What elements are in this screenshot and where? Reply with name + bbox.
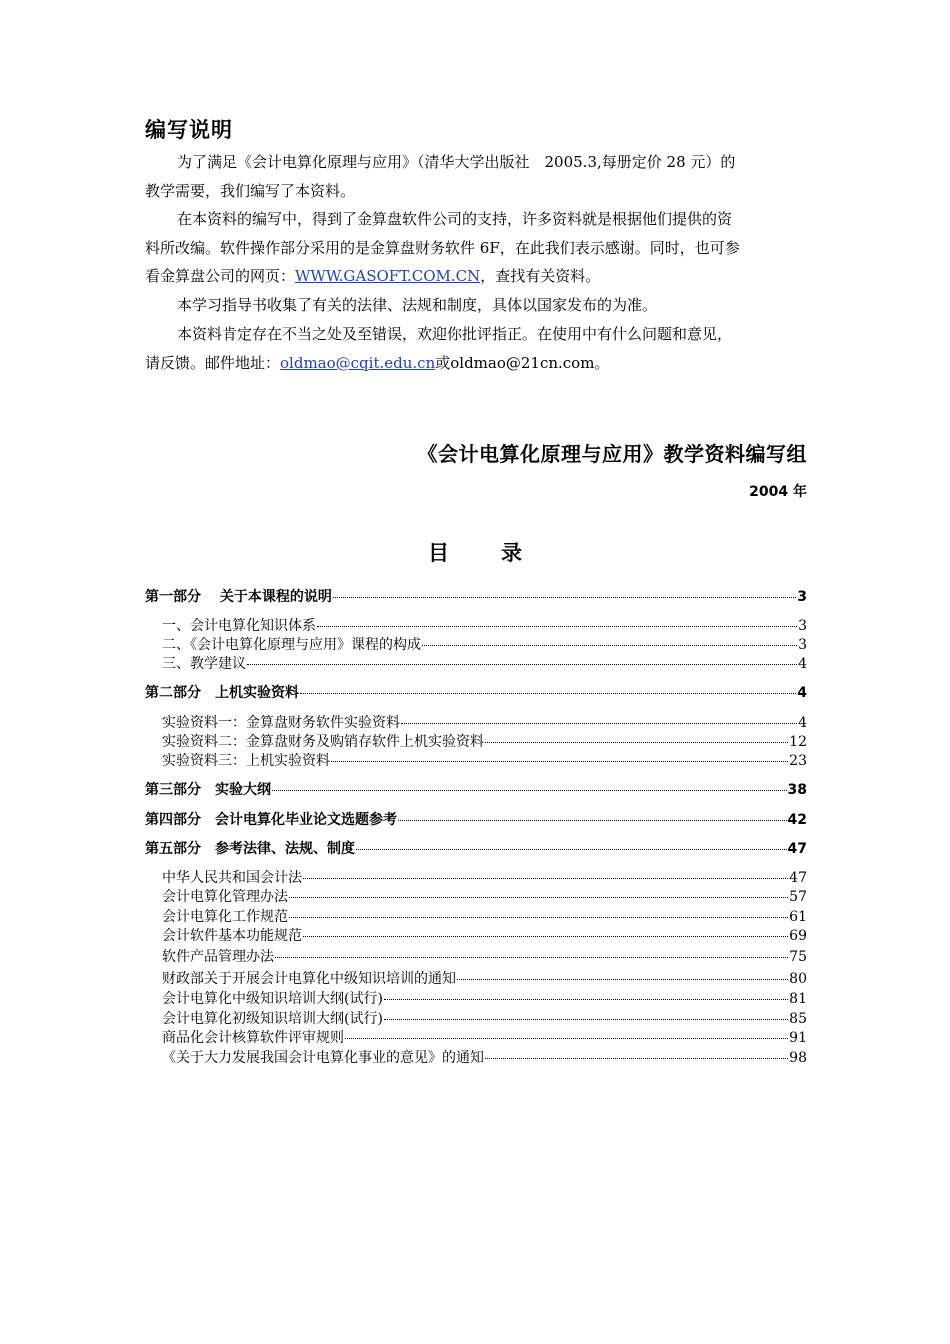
intro-paragraph-1 — [145, 148, 807, 205]
email-alt: oldmao@21cn.com — [450, 353, 595, 372]
toc-page-number: 23 — [789, 753, 807, 769]
toc-sub-entry[interactable] — [162, 653, 807, 673]
toc-page-number: 4 — [798, 656, 807, 672]
editorial-group-signature: 《会计电算化原理与应用》教学资料编写组 — [417, 442, 807, 466]
toc-page-number: 47 — [787, 841, 807, 857]
website-link[interactable]: WWW.GASOFT.COM.CN — [295, 267, 481, 285]
toc-dot-leader — [303, 878, 788, 879]
toc-entry-label: 第五部分 参考法律、法规、制度 — [145, 841, 355, 857]
toc-page-number: 38 — [787, 782, 807, 798]
toc-page-number: 57 — [789, 889, 807, 905]
toc-entry-label: 中华人民共和国会计法 — [162, 870, 302, 886]
toc-page-number: 4 — [798, 715, 807, 731]
website-suffix: ，查找有关资料。 — [480, 267, 601, 285]
email-prefix: 请反馈。邮件地址： — [145, 353, 281, 372]
toc-title-char-1: 目 — [428, 541, 449, 565]
toc-sub-entry[interactable] — [162, 906, 807, 926]
toc-dot-leader — [317, 626, 797, 627]
toc-entry-label: 第二部分 上机实验资料 — [145, 685, 299, 701]
toc-dot-leader — [401, 723, 797, 724]
toc-dot-leader — [289, 897, 788, 898]
toc-sub-entry[interactable] — [162, 946, 807, 966]
toc-sub-entry[interactable] — [162, 731, 807, 751]
toc-page-number: 75 — [789, 949, 807, 965]
toc-entry-label: 会计电算化工作规范 — [162, 909, 288, 925]
toc-dot-leader — [384, 1019, 788, 1020]
toc-page-number: 61 — [789, 909, 807, 925]
toc-entry-label: 会计软件基本功能规范 — [162, 928, 302, 944]
toc-sub-entry[interactable] — [162, 968, 807, 988]
paragraph-line: 料所改编。软件操作部分采用的是金算盘财务软件 6F，在此我们表示感谢。同时，也可参 — [145, 238, 740, 257]
toc-dot-leader — [247, 664, 797, 665]
toc-part-entry[interactable] — [145, 682, 807, 702]
toc-sub-entry[interactable] — [162, 1047, 807, 1067]
website-line — [145, 262, 807, 291]
toc-page-number: 12 — [789, 734, 807, 750]
toc-entry-label: 会计电算化管理办法 — [162, 889, 288, 905]
toc-entry-label: 一、会计电算化知识体系 — [162, 618, 316, 634]
email-link[interactable]: oldmao@cqit.edu.cn — [280, 353, 436, 372]
toc-entry-label: 第三部分 实验大纲 — [145, 782, 271, 798]
toc-sub-entry[interactable] — [162, 634, 807, 654]
intro-paragraph-4 — [145, 320, 807, 377]
paragraph-line: 本学习指导书收集了有关的法律、法规和制度，具体以国家发布的为准。 — [177, 296, 658, 314]
toc-dot-leader — [422, 645, 797, 646]
toc-sub-entry[interactable] — [162, 712, 807, 732]
toc-part-entry[interactable] — [145, 779, 807, 799]
toc-title — [0, 537, 950, 567]
toc-title-char-2: 录 — [501, 541, 522, 565]
toc-page-number: 85 — [789, 1011, 807, 1027]
toc-dot-leader — [300, 693, 796, 694]
email-or: 或 — [435, 353, 451, 372]
email-line — [145, 349, 807, 378]
toc-sub-entry[interactable] — [162, 867, 807, 887]
toc-page-number: 80 — [789, 971, 807, 987]
toc-sub-entry[interactable] — [162, 1008, 807, 1028]
toc-entry-label: 会计电算化初级知识培训大纲(试行) — [162, 1011, 383, 1027]
toc-entry-label: 实验资料一：金算盘财务软件实验资料 — [162, 715, 400, 731]
toc-page-number: 98 — [789, 1050, 807, 1066]
toc-page-number: 81 — [789, 991, 807, 1007]
toc-sub-entry[interactable] — [162, 750, 807, 770]
toc-entry-label: 第一部分 关于本课程的说明 — [145, 589, 332, 605]
toc-part-entry[interactable] — [145, 809, 807, 829]
toc-dot-leader — [289, 917, 788, 918]
toc-entry-label: 第四部分 会计电算化毕业论文选题参考 — [145, 812, 397, 828]
website-prefix: 看金算盘公司的网页： — [145, 267, 296, 285]
toc-entry-label: 二、《会计电算化原理与应用》课程的构成 — [162, 637, 421, 653]
toc-sub-entry[interactable] — [162, 1027, 807, 1047]
paragraph-line: 教学需要，我们编写了本资料。 — [145, 181, 356, 200]
toc-dot-leader — [331, 761, 788, 762]
toc-entry-label: 软件产品管理办法 — [162, 949, 274, 965]
toc-part-entry[interactable] — [145, 586, 807, 606]
toc-entry-label: 财政部关于开展会计电算化中级知识培训的通知 — [162, 971, 456, 987]
toc-page-number: 91 — [789, 1030, 807, 1046]
toc-sub-entry[interactable] — [162, 925, 807, 945]
toc-dot-leader — [398, 820, 787, 821]
toc-entry-label: 实验资料三：上机实验资料 — [162, 753, 330, 769]
toc-page-number: 69 — [789, 928, 807, 944]
toc-entry-label: 《关于大力发展我国会计电算化事业的意见》的通知 — [162, 1050, 484, 1066]
email-suffix: 。 — [594, 353, 610, 372]
toc-sub-entry[interactable] — [162, 988, 807, 1008]
toc-dot-leader — [485, 742, 788, 743]
signature-year: 2004 年 — [749, 484, 807, 500]
toc-entry-label: 三、教学建议 — [162, 656, 246, 672]
toc-dot-leader — [457, 979, 788, 980]
intro-paragraph-3 — [145, 291, 807, 320]
paragraph-line: 在本资料的编写中，得到了金算盘软件公司的支持，许多资料就是根据他们提供的资 — [177, 210, 733, 228]
toc-dot-leader — [485, 1058, 788, 1059]
paragraph-line: 为了满足《会计电算化原理与应用》（清华大学出版社 2005.3,每册定价 28 元）的 — [177, 153, 736, 171]
toc-page-number: 47 — [789, 870, 807, 886]
toc-part-entry[interactable] — [145, 838, 807, 858]
toc-dot-leader — [384, 999, 788, 1000]
toc-sub-entry[interactable] — [162, 615, 807, 635]
toc-entry-label: 会计电算化中级知识培训大纲(试行) — [162, 991, 383, 1007]
toc-page-number: 4 — [797, 685, 807, 701]
toc-dot-leader — [345, 1038, 788, 1039]
toc-dot-leader — [275, 957, 788, 958]
toc-page-number: 3 — [797, 589, 807, 605]
toc-page-number: 3 — [798, 637, 807, 653]
toc-page-number: 3 — [798, 618, 807, 634]
toc-page-number: 42 — [787, 812, 807, 828]
paragraph-line: 本资料肯定存在不当之处及至错误，欢迎你批评指正。在使用中有什么问题和意见， — [177, 325, 733, 343]
toc-dot-leader — [303, 936, 788, 937]
toc-dot-leader — [333, 597, 796, 598]
intro-heading: 编写说明 — [145, 118, 233, 142]
toc-dot-leader — [272, 790, 787, 791]
toc-entry-label: 商品化会计核算软件评审规则 — [162, 1030, 344, 1046]
toc-sub-entry[interactable] — [162, 886, 807, 906]
toc-entry-label: 实验资料二：金算盘财务及购销存软件上机实验资料 — [162, 734, 484, 750]
intro-paragraph-2 — [145, 205, 807, 291]
toc-dot-leader — [356, 849, 787, 850]
